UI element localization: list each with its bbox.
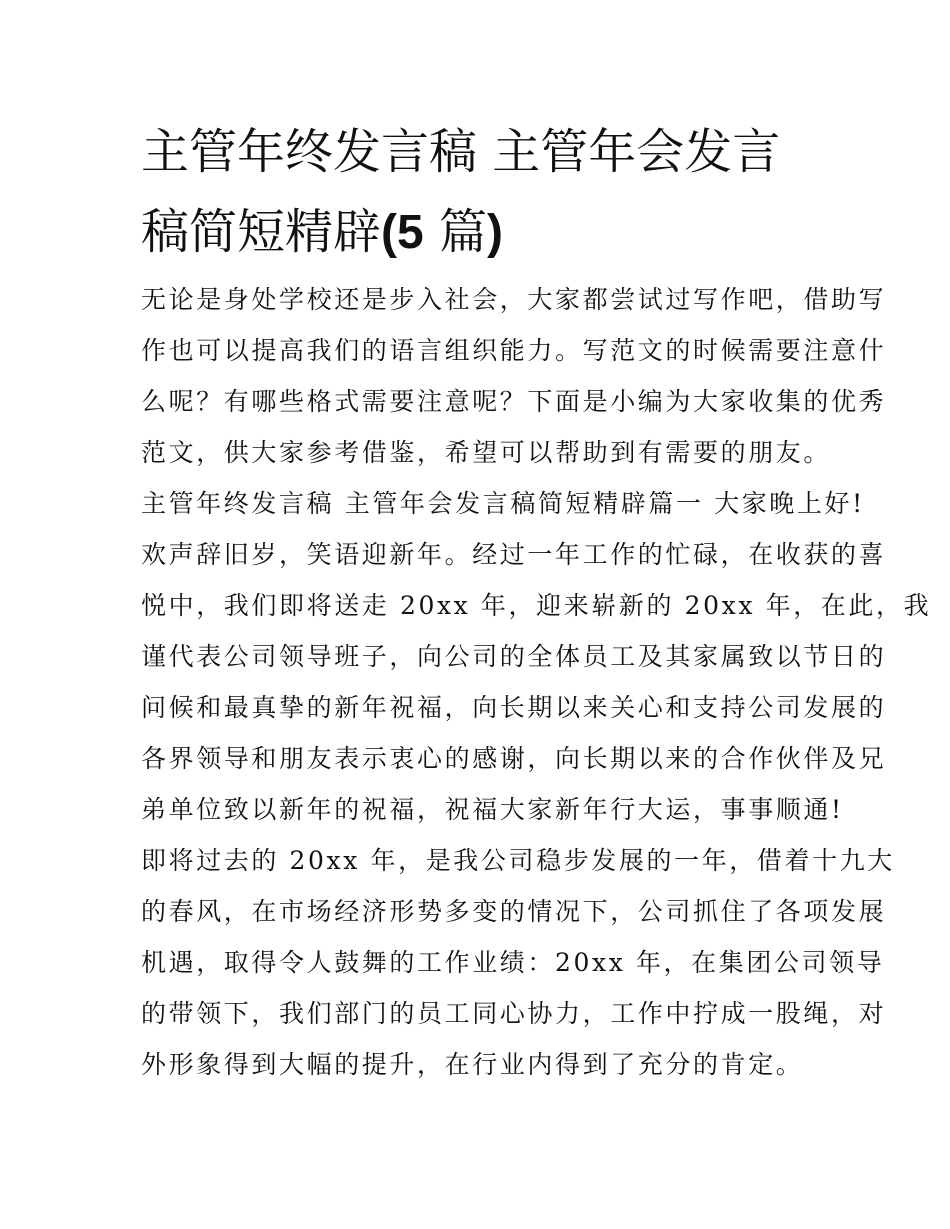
body-line: 范文，供大家参考借鉴，希望可以帮助到有需要的朋友。: [141, 438, 832, 467]
body-line: 机遇，取得令人鼓舞的工作业绩：20xx 年，在集团公司领导: [141, 948, 885, 977]
body-line: 即将过去的 20xx 年，是我公司稳步发展的一年，借着十九大: [141, 846, 895, 875]
body-line: 无论是身处学校还是步入社会，大家都尝试过写作吧，借助写: [141, 285, 887, 314]
body-line: 问候和最真挚的新年祝福，向长期以来关心和支持公司发展的: [141, 693, 887, 722]
body-line: 么呢？有哪些格式需要注意呢？下面是小编为大家收集的优秀: [141, 387, 887, 416]
body-line: 悦中，我们即将送走 20xx 年，迎来崭新的 20xx 年，在此，我: [141, 591, 932, 620]
body-line: 的带领下，我们部门的员工同心协力，工作中拧成一股绳，对: [141, 999, 887, 1028]
body-line: 弟单位致以新年的祝福，祝福大家新年行大运，事事顺通!: [141, 795, 844, 824]
body-line: 各界领导和朋友表示衷心的感谢，向长期以来的合作伙伴及兄: [141, 744, 887, 773]
body-line: 谨代表公司领导班子，向公司的全体员工及其家属致以节日的: [141, 642, 887, 671]
body-line: 欢声辞旧岁，笑语迎新年。经过一年工作的忙碌，在收获的喜: [141, 540, 887, 569]
body-line: 外形象得到大幅的提升，在行业内得到了充分的肯定。: [141, 1050, 804, 1079]
title-line-2: [141, 192, 841, 272]
body-line: 的春风，在市场经济形势多变的情况下，公司抓住了各项发展: [141, 897, 887, 926]
document-body: [141, 274, 932, 1090]
title-count-open: (5: [381, 206, 424, 259]
section-heading-line: 主管年终发言稿 主管年会发言稿简短精辟篇一 大家晚上好!: [141, 489, 865, 518]
document-title: [141, 112, 841, 272]
title-line-1: 主管年终发言稿 主管年会发言: [141, 124, 781, 180]
title-count-close: ): [486, 206, 503, 259]
body-line: 作也可以提高我们的语言组织能力。写范文的时候需要注意什: [141, 336, 887, 365]
title-line-2-text: 稿简短精辟: [141, 204, 382, 260]
title-count-unit: 篇: [423, 204, 487, 260]
